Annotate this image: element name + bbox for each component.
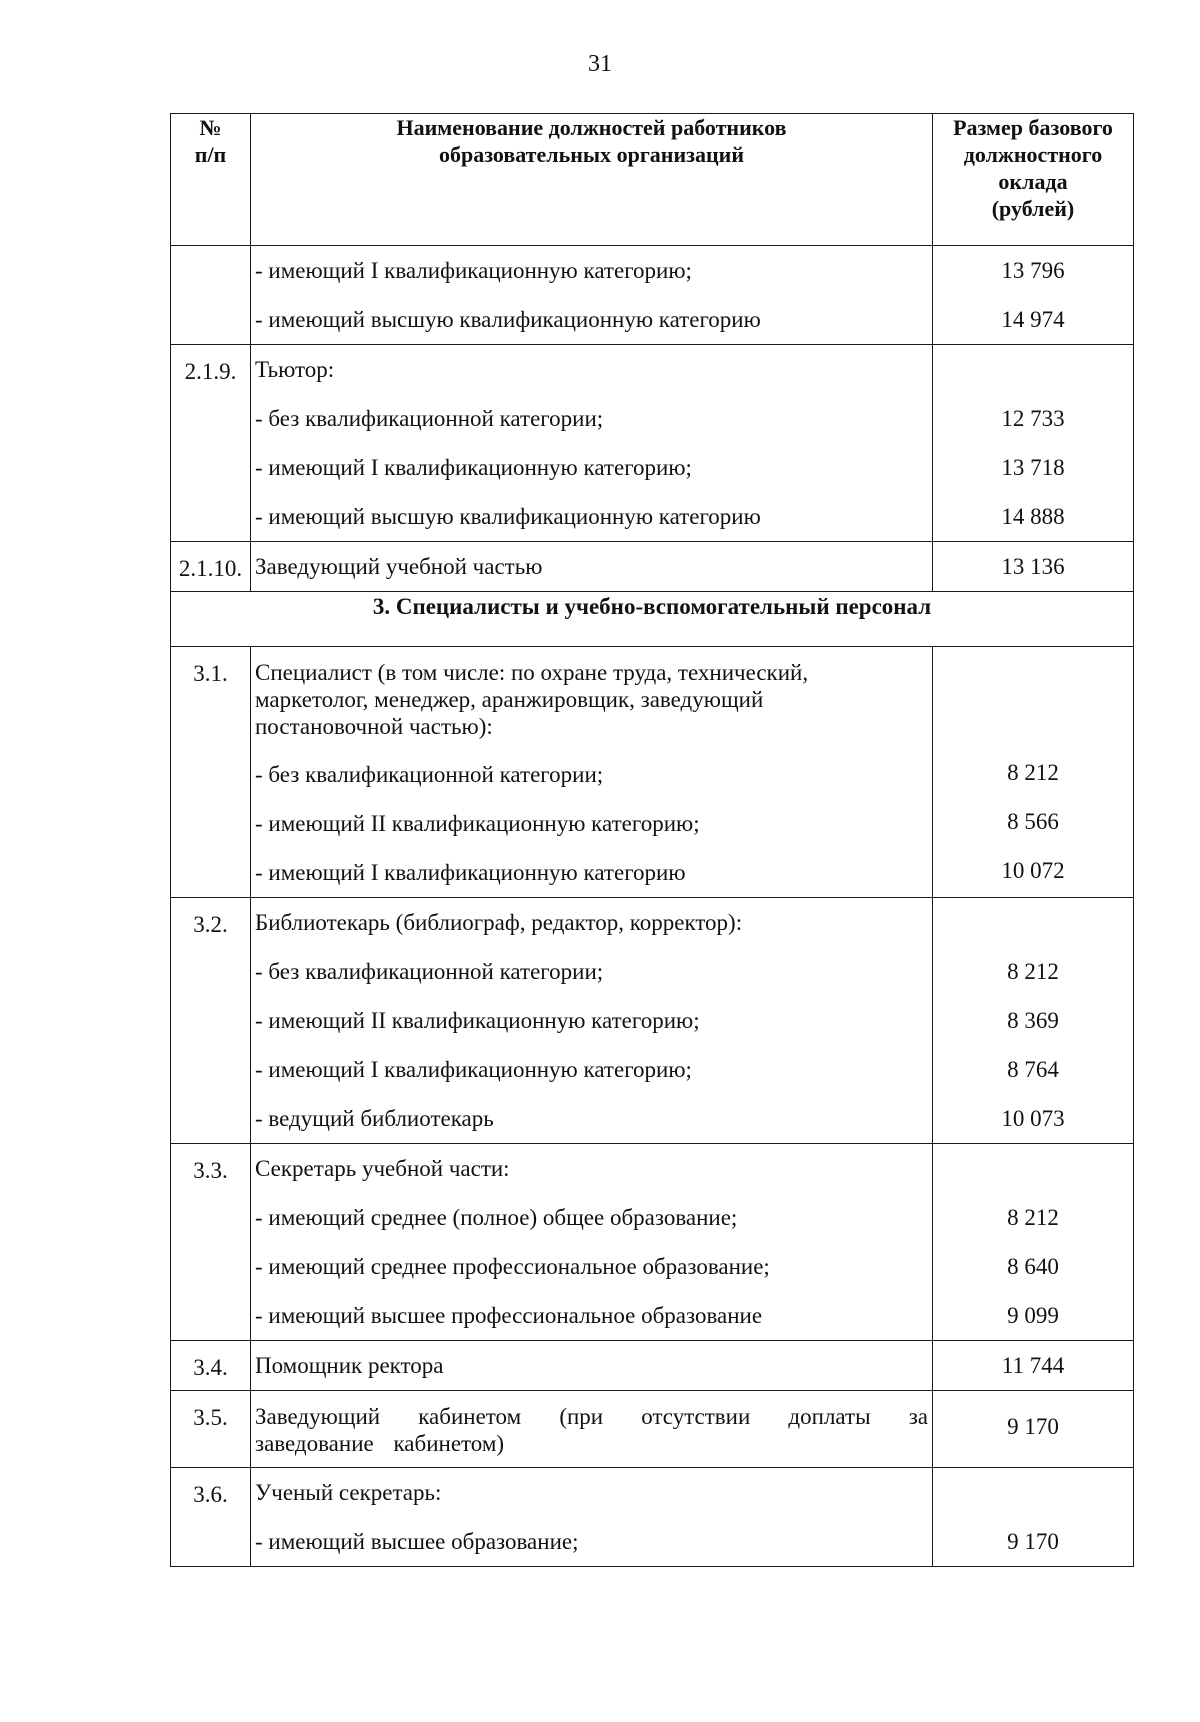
qualification-label: - ведущий библиотекарь [255, 1106, 494, 1131]
qualification-label: - имеющий I квалификационную категорию; [255, 455, 692, 480]
header-base-salary [933, 114, 1134, 246]
table-row [171, 647, 1134, 898]
position-cell [251, 1144, 933, 1341]
salary-value: 11 744 [1001, 1353, 1065, 1378]
position-title: Заведующий учебной частью [255, 554, 543, 579]
row-number: 3.1. [171, 647, 251, 898]
qualification-label: - без квалификационной категории; [255, 406, 604, 431]
salary-spacer [933, 647, 1133, 748]
salary-cell [933, 1144, 1134, 1341]
qualification-label: - имеющий II квалификационную категорию; [255, 1008, 700, 1033]
position-title: Секретарь учебной части: [255, 1156, 510, 1181]
salary-spacer [933, 345, 1133, 394]
row-number: 3.2. [171, 898, 251, 1144]
salary-value: 13 136 [1001, 554, 1065, 579]
position-cell [251, 345, 933, 542]
qualification-label: - имеющий I квалификационную категорию; [255, 1057, 692, 1082]
position-title: Специалист (в том числе: по охране труда, технический, маркетолог, менеджер, аранжировщик, заведующий постановочной частью): [255, 660, 809, 739]
salary-value: 13 718 [1001, 455, 1065, 480]
table-row [171, 1341, 1134, 1391]
table-body-section-2 [171, 246, 1134, 592]
header-base-salary-text: Размер базового должностного оклада (рублей) [953, 115, 1113, 221]
qualification-label: - имеющий II квалификационную категорию; [255, 811, 700, 836]
position-cell [251, 1341, 933, 1391]
position-cell [251, 542, 933, 592]
table-section-3-header [171, 592, 1134, 647]
row-number [171, 246, 251, 345]
salary-cell [933, 898, 1134, 1144]
salary-value: 8 764 [1007, 1057, 1059, 1082]
table-row [171, 345, 1134, 542]
qualification-label: - имеющий среднее профессиональное образование; [255, 1254, 770, 1279]
salary-value: 13 796 [1001, 258, 1065, 283]
header-position-name [251, 114, 933, 246]
page-number: 31 [588, 51, 612, 77]
qualification-label: - без квалификационной категории; [255, 762, 604, 787]
salary-value: 8 640 [1007, 1254, 1059, 1279]
salary-spacer [933, 1144, 1133, 1193]
table-row [171, 1468, 1134, 1567]
salary-value: 8 212 [1007, 959, 1059, 984]
salary-value: 12 733 [1001, 406, 1065, 431]
salary-value: 8 566 [1007, 809, 1059, 834]
salary-table [170, 113, 1134, 1567]
salary-value: 8 212 [1007, 760, 1059, 785]
header-number [171, 114, 251, 246]
table-row [171, 1391, 1134, 1468]
qualification-label: - имеющий высшее профессиональное образование [255, 1303, 763, 1328]
salary-value: 10 072 [1001, 858, 1065, 883]
position-cell [251, 1391, 933, 1468]
qualification-label: - имеющий I квалификационную категорию; [255, 258, 692, 283]
header-position-name-text: Наименование должностей работников образовательных организаций [396, 115, 787, 167]
table-row [171, 542, 1134, 592]
salary-value: 14 888 [1001, 504, 1065, 529]
salary-spacer [933, 898, 1133, 947]
section-heading-row [171, 592, 1134, 647]
position-cell [251, 1468, 933, 1567]
table-body-section-3 [171, 647, 1134, 1567]
qualification-label: - имеющий высшую квалификационную категорию [255, 504, 761, 529]
position-cell [251, 246, 933, 345]
qualification-label: - имеющий высшую квалификационную категорию [255, 307, 761, 332]
salary-cell [933, 1391, 1134, 1468]
salary-cell [933, 345, 1134, 542]
position-title: Заведующий кабинетом (при отсутствии доплаты за заведование кабинетом) [255, 1404, 928, 1456]
table-row [171, 898, 1134, 1144]
section-heading: 3. Специалисты и учебно-вспомогательный персонал [171, 592, 1134, 647]
salary-cell [933, 647, 1134, 898]
salary-value: 8 212 [1007, 1205, 1059, 1230]
position-cell [251, 898, 933, 1144]
salary-value: 9 099 [1007, 1303, 1059, 1328]
qualification-label: - без квалификационной категории; [255, 959, 604, 984]
salary-value: 9 170 [1007, 1414, 1059, 1439]
table-row [171, 1144, 1134, 1341]
position-title: Библиотекарь (библиограф, редактор, корректор): [255, 910, 743, 935]
salary-value: 9 170 [1007, 1529, 1059, 1554]
salary-value: 8 369 [1007, 1008, 1059, 1033]
salary-cell [933, 542, 1134, 592]
salary-cell [933, 1468, 1134, 1567]
row-number: 3.6. [171, 1468, 251, 1567]
table-row [171, 246, 1134, 345]
salary-value: 10 073 [1001, 1106, 1065, 1131]
row-number: 2.1.9. [171, 345, 251, 542]
qualification-label: - имеющий среднее (полное) общее образование; [255, 1205, 738, 1230]
salary-spacer [933, 1468, 1133, 1517]
position-title: Ученый секретарь: [255, 1480, 442, 1505]
salary-cell [933, 246, 1134, 345]
row-number: 3.5. [171, 1391, 251, 1468]
position-cell [251, 647, 933, 898]
salary-cell [933, 1341, 1134, 1391]
position-title: Тьютор: [255, 357, 335, 382]
row-number: 2.1.10. [171, 542, 251, 592]
row-number: 3.4. [171, 1341, 251, 1391]
header-number-text: № п/п [194, 115, 227, 167]
row-number: 3.3. [171, 1144, 251, 1341]
position-title: Помощник ректора [255, 1353, 444, 1378]
qualification-label: - имеющий I квалификационную категорию [255, 860, 686, 885]
salary-value: 14 974 [1001, 307, 1065, 332]
qualification-label: - имеющий высшее образование; [255, 1529, 579, 1554]
table-header-row [171, 114, 1134, 246]
